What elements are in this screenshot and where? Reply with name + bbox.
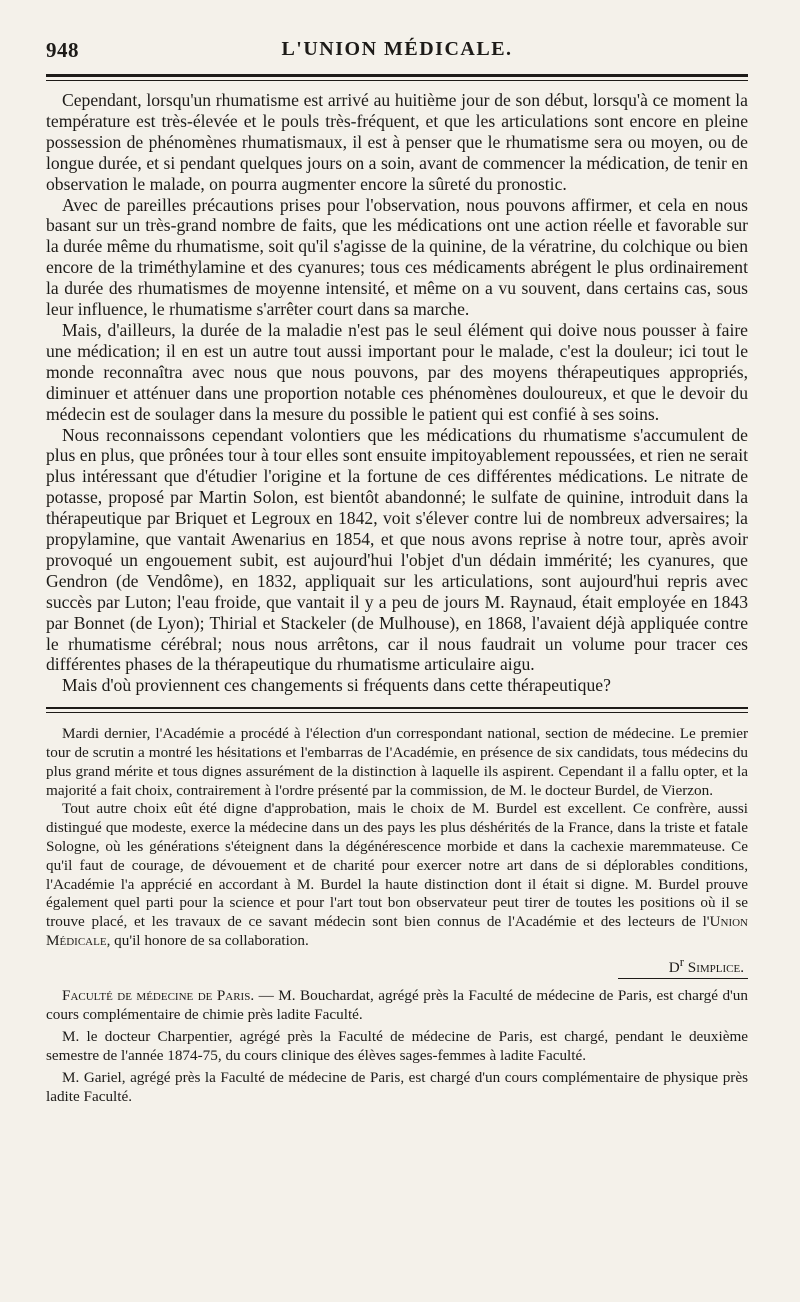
signature-rule: [618, 978, 748, 979]
section-divider: [46, 707, 748, 713]
academie-news: [46, 725, 748, 979]
news-paragraph: Tout autre choix eût été digne d'approbation, mais le choix de M. Burdel est excellent. Ce confrère, aussi distingué que modeste, exerce la médecine dans un des pays les plus déshérités de la France, dans la triste et fatale Sologne, où les générations s'éteignent dans la dégénérescence morbide et dans la cachexie maremmateuse. Ce qu'il faut de courage, de dévouement et de charité pour exercer notre art dans de si déplorables conditions, l'Académie l'a apprécié en accordant à M. Burdel la haute distinction dont il était si digne. M. Burdel prouve également quel parti pour la science et pour l'art tout bon observateur peut tirer de toutes les positions où il se trouve placé, et les travaux de ce savant médecin sont bien connus de l'Académie et des lecteurs de l'Union Médicale, qu'il honore de sa collaboration.: [46, 800, 748, 950]
article-body: [46, 90, 748, 696]
faculte-paragraph: M. le docteur Charpentier, agrégé près la Faculté de médecine de Paris, est chargé, pendant le deuxième semestre de l'année 1874-75, du cours clinique des élèves sages-femmes à ladite Faculté.: [46, 1028, 748, 1064]
article-paragraph: Mais d'où proviennent ces changements si fréquents dans cette thérapeutique?: [62, 675, 611, 696]
page-number: 948: [46, 38, 79, 62]
article-paragraph: Nous reconnaissons cependant volontiers que les médications du rhumatisme s'accumulent de plus en plus, que prônées tour à tour elles sont ensuite impitoyablement repoussées, et rien ne serait plus intéressant que d'étudier l'origine et la fortune de ces différentes médications. Le nitrate de potasse, proposé par Martin Solon, est bientôt abandonné; le sulfate de quinine, introduit dans la thérapeutique par Briquet et Legroux en 1842, voit s'élever contre lui de nombreux adversaires; la propylamine, que vantait Awenarius en 1854, et que nous avons reprise à notre tour, après avoir provoqué un engouement subit, est aujourd'hui l'objet d'un dédain immérité; les cyanures, que Gendron (de Vendôme), en 1832, appliquait sur les articulations, sont aujourd'hui repris avec succès par Luton; l'eau froide, que vantait il y a peu de jours M. Raynaud, était employée en 1843 par Bonnet (de Lyon); Thirial et Stackeler (de Mulhouse), en 1868, l'avaient déjà appliquée contre le rhumatisme cérébral; nous nous arrêtons, car il nous faudrait un volume pour tracer ces différentes phases de la thérapeutique du rhumatisme articulaire aigu.: [46, 424, 748, 675]
signature: $D^r$ Simplice.: [668, 954, 744, 976]
faculte-paragraph: Faculté de médecine de Paris. — M. Bouchardat, agrégé près la Faculté de médecine de Paris, est chargé d'un cours complémentaire de chimie près ladite Faculté.: [46, 986, 748, 1023]
news-paragraph: Mardi dernier, l'Académie a procédé à l'élection d'un correspondant national, section de médecine. Le premier tour de scrutin a montré les hésitations et l'embarras de l'Académie, en présence de six candidats, tous médecins du plus grand mérite et tous dignes assurément de la distinction à laquelle ils aspirent. Cependant il a fallu opter, et la majorité a fait choix, contrairement à l'ordre présenté par la commission, de M. le docteur Burdel, de Vierzon.: [46, 725, 748, 799]
header-rule-thin: [46, 80, 748, 81]
journal-name: Union Médicale: [46, 913, 748, 950]
page-header: [46, 38, 748, 64]
running-title: L'UNION MÉDICALE.: [281, 38, 513, 60]
faculte-heading: Faculté de médecine de Paris.: [62, 986, 255, 1004]
faculte-news: [46, 987, 748, 1107]
faculte-paragraph: M. Gariel, agrégé près la Faculté de médecine de Paris, est chargé d'un cours complémentaire de physique près ladite Faculté.: [46, 1069, 748, 1105]
article-paragraph: Cependant, lorsqu'un rhumatisme est arrivé au huitième jour de son début, lorsqu'à ce moment la température est très-élevée et le pouls très-fréquent, et que les articulations sont encore en pleine possession de phénomènes rhumatismaux, il est à penser que le rhumatisme sera ou moyen, ou de longue durée, et si pendant quelques jours on a soin, avant de commencer la médication, de tenir en observation le malade, on pourra augmenter encore la sûreté du pronostic.: [46, 90, 748, 194]
article-paragraph: Mais, d'ailleurs, la durée de la maladie n'est pas le seul élément qui doive nous pousser à faire une médication; il en est un autre tout aussi important pour le malade, c'est la douleur; ici tout le monde reconnaîtra avec nous que nous pouvons, par des moyens thérapeutiques appropriés, diminuer et atténuer dans une proportion notable ces phénomènes douloureux, et que le devoir du médecin est de soulager dans la mesure du possible le patient qui est confié à ses soins.: [46, 319, 748, 424]
header-rule: [46, 74, 748, 77]
article-paragraph: Avec de pareilles précautions prises pour l'observation, nous pouvons affirmer, et cela en nous basant sur un très-grand nombre de faits, que les médications ont une action réelle et favorable sur la durée même du rhumatisme, soit qu'il s'agisse de la quinine, de la vératrine, du colchique ou bien encore de la triméthylamine et des cyanures; tous ces médicaments abrégent le plus ordinairement la durée des rhumatismes de moyenne intensité, et même on a vu souvent, dans certains cas, sous leur influence, le rhumatisme s'arrêter court dans sa marche.: [46, 194, 748, 320]
signature-name: Simplice.: [687, 958, 744, 976]
